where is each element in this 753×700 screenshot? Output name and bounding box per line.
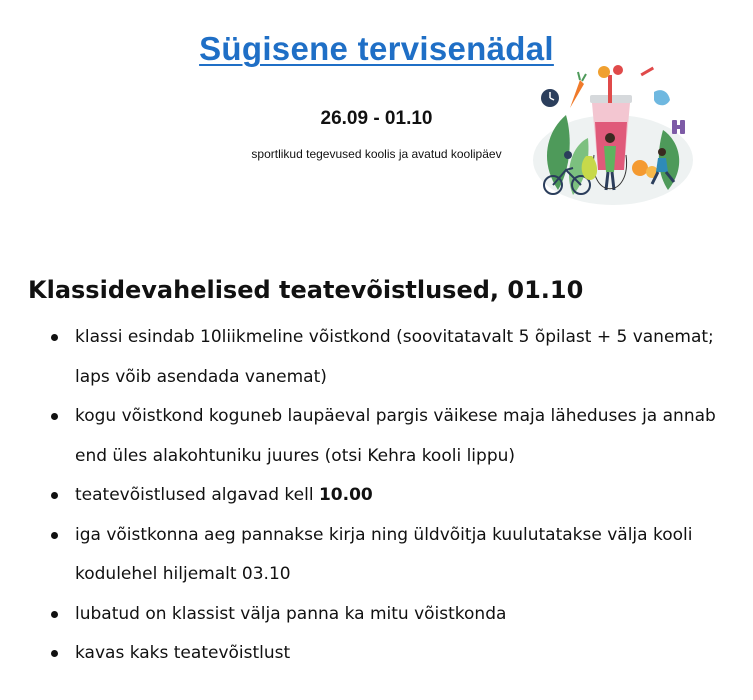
bullet-icon — [51, 334, 58, 341]
event-subtitle: sportlikud tegevused koolis ja avatud koolipäev — [251, 147, 502, 161]
rules-list — [48, 318, 738, 674]
list-item: klassi esindab 10liikmeline võistkond (soovitatavalt 5 õpilast + 5 vanemat; laps võib asendada vanemat) — [48, 318, 738, 397]
list-item: teatevõistlused algavad kell 10.00 — [48, 476, 738, 516]
bullet-icon — [51, 492, 58, 499]
list-item: kavas kaks teatevõistlust — [48, 634, 738, 674]
section-heading: Klassidevahelised teatevõistlused, 01.10 — [28, 276, 584, 304]
bullet-icon — [51, 532, 58, 539]
start-time: 10.00 — [318, 485, 373, 505]
page-title: Sügisene tervisenädal — [199, 30, 554, 67]
list-item: iga võistkonna aeg pannakse kirja ning üldvõitja kuulutatakse välja kooli kodulehel hiljemalt 03.10 — [48, 516, 738, 595]
bullet-icon — [51, 413, 58, 420]
list-item: kogu võistkond koguneb laupäeval pargis väikese maja läheduses ja annab end üles alakohtuniku juures (otsi Kehra kooli lippu) — [48, 397, 738, 476]
event-dates: 26.09 - 01.10 — [320, 108, 433, 129]
list-item: lubatud on klassist välja panna ka mitu võistkonda — [48, 595, 738, 635]
bullet-icon — [51, 611, 58, 618]
bullet-icon — [51, 650, 58, 657]
healthy-lifestyle-illustration-icon — [528, 60, 698, 212]
